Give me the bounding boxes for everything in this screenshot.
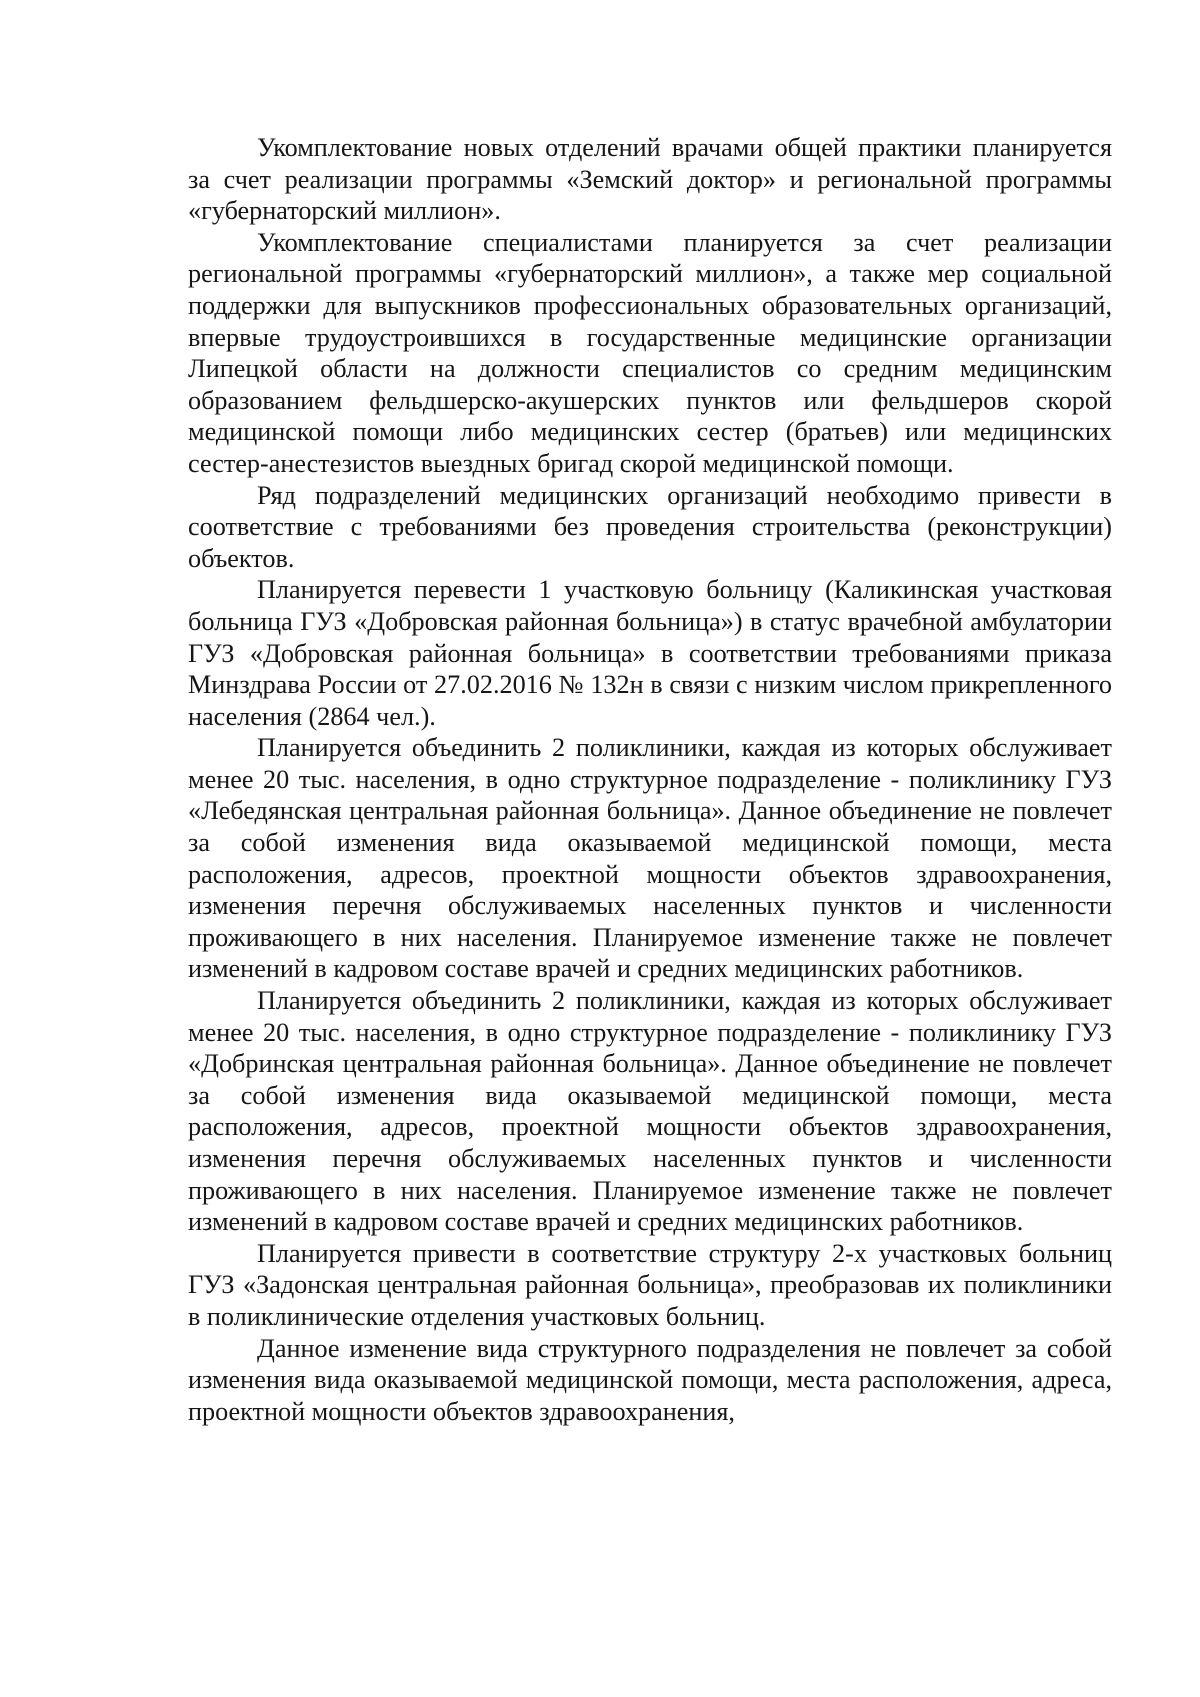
paragraph-staffing-general-practice: Укомплектование новых отделений врачами общей практики планируется за счет реализации программы «Земский доктор» и региональной программы «губернаторский миллион». [188,133,1112,226]
paragraph-lebedyanskaya-merger: Планируется объединить 2 поликлиники, каждая из которых обслуживает менее 20 тыс. населения, в одно структурное подразделение - поликлинику ГУЗ «Лебедянская центральная районная больница». Данное объединение не повлечет за собой изменения вида оказываемой медицинской помощи, места расположения, адресов, проектной мощности объектов здравоохранения, изменения перечня обслуживаемых населенных пунктов и численности проживающего в них населения. Планируемое изменение также не повлечет изменений в кадровом составе врачей и средних медицинских работников. [188,733,1112,984]
paragraph-staffing-specialists: Укомплектование специалистами планируется за счет реализации региональной программы «губернаторский миллион», а также мер социальной поддержки для выпускников профессиональных образовательных организаций, впервые трудоустроившихся в государственные медицинские организации Липецкой области на должности специалистов со средним медицинским образованием фельдшерско-акушерских пунктов или фельдшеров скорой медицинской помощи либо медицинских сестер (братьев) или медицинских сестер-анестезистов выездных бригад скорой медицинской помощи. [188,227,1112,478]
paragraph-zadonskaya-restructure: Планируется привести в соответствие структуру 2-х участковых больниц ГУЗ «Задонская центральная районная больница», преобразовав их поликлиники в поликлинические отделения участковых больниц. [188,1238,1112,1331]
paragraph-change-effects: Данное изменение вида структурного подразделения не повлечет за собой изменения вида оказываемой медицинской помощи, места расположения, адреса, проектной мощности объектов здравоохранения, [188,1333,1112,1426]
document-body [188,132,1112,1427]
paragraph-kalikinskaya-hospital: Планируется перевести 1 участковую больницу (Каликинская участковая больница ГУЗ «Добровская районная больница») в статус врачебной амбулатории ГУЗ «Добровская районная больница» в соответствии требованиями приказа Минздрава России от 27.02.2016 № 132н в связи с низким числом прикрепленного населения (2864 чел.). [188,575,1112,731]
paragraph-units-compliance: Ряд подразделений медицинских организаций необходимо привести в соответствие с требованиями без проведения строительства (реконструкции) объектов. [188,480,1112,573]
paragraph-dobrinskaya-merger: Планируется объединить 2 поликлиники, каждая из которых обслуживает менее 20 тыс. населения, в одно структурное подразделение - поликлинику ГУЗ «Добринская центральная районная больница». Данное объединение не повлечет за собой изменения вида оказываемой медицинской помощи, места расположения, адресов, проектной мощности объектов здравоохранения, изменения перечня обслуживаемых населенных пунктов и численности проживающего в них населения. Планируемое изменение также не повлечет изменений в кадровом составе врачей и средних медицинских работников. [188,986,1112,1237]
